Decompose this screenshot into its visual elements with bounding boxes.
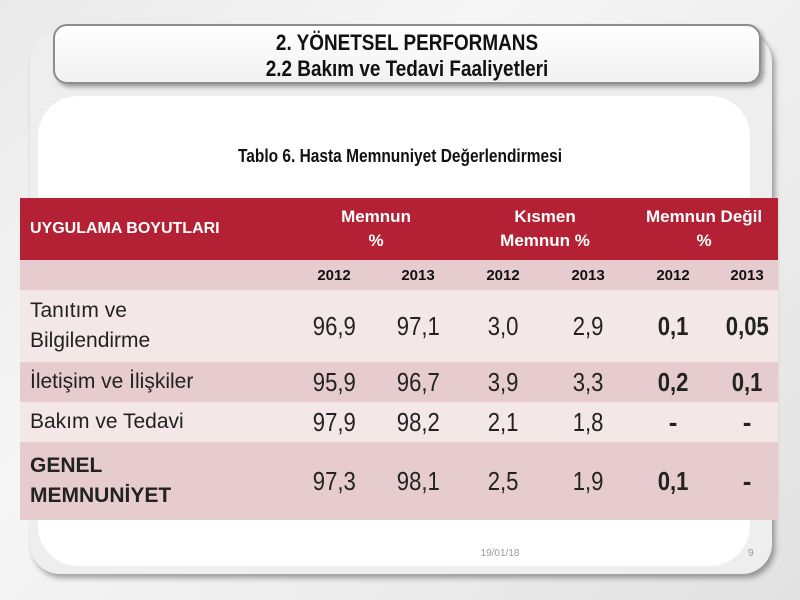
value-cell xyxy=(460,362,546,402)
page-number: 9 xyxy=(748,548,754,559)
value-text: 97,3 xyxy=(312,465,356,496)
table-row xyxy=(20,362,778,402)
value-cell xyxy=(376,402,460,442)
value-text: 2,1 xyxy=(487,406,519,437)
value-text: 2,9 xyxy=(572,310,604,341)
value-cell xyxy=(546,362,630,402)
header-not-satisfied xyxy=(630,198,778,260)
value-text: 3,3 xyxy=(572,366,604,397)
header-partially-satisfied xyxy=(460,198,630,260)
value-text: 2,5 xyxy=(487,465,519,496)
table-caption: Tablo 6. Hasta Memnuniyet Değerlendirmesi xyxy=(237,146,563,166)
value-cell xyxy=(716,290,778,362)
header-not-line1: Memnun Değil xyxy=(645,207,763,226)
value-text: 98,1 xyxy=(396,465,440,496)
value-text: 96,7 xyxy=(396,366,440,397)
slide-title-box xyxy=(53,24,761,84)
value-cell xyxy=(292,442,376,520)
header-not-line2: % xyxy=(696,231,712,250)
year-cell: 2012 xyxy=(630,260,716,290)
year-cell: 2012 xyxy=(292,260,376,290)
value-text: 0,1 xyxy=(657,310,689,341)
value-cell xyxy=(376,290,460,362)
value-cell xyxy=(460,442,546,520)
value-cell xyxy=(292,402,376,442)
row-label-line2: Bilgilendirme xyxy=(30,329,151,352)
header-satisfied xyxy=(292,198,460,260)
header-dimensions: UYGULAMA BOYUTLARI xyxy=(20,198,292,260)
row-label-line2: MEMNUNİYET xyxy=(30,484,172,507)
value-text: 0,1 xyxy=(657,465,689,496)
value-text: 98,2 xyxy=(396,406,440,437)
year-header-blank xyxy=(20,260,292,290)
value-text: 96,9 xyxy=(312,310,356,341)
value-cell: - xyxy=(716,442,778,520)
value-text: 97,9 xyxy=(312,406,356,437)
value-cell: - xyxy=(716,402,778,442)
value-cell xyxy=(546,290,630,362)
value-text: 1,9 xyxy=(572,465,604,496)
value-cell xyxy=(292,362,376,402)
value-cell xyxy=(292,290,376,362)
year-header-row xyxy=(20,260,778,290)
header-partial-line1: Kısmen xyxy=(514,207,576,226)
value-cell xyxy=(376,362,460,402)
value-text: 0,2 xyxy=(657,366,689,397)
table-row xyxy=(20,290,778,362)
value-cell xyxy=(460,402,546,442)
value-text: 1,8 xyxy=(572,406,604,437)
value-text: 0,1 xyxy=(731,366,763,397)
slide-subtitle: 2.2 Bakım ve Tedavi Faaliyetleri xyxy=(265,56,549,81)
year-cell: 2013 xyxy=(546,260,630,290)
row-label-line1: GENEL xyxy=(30,454,103,477)
year-cell: 2013 xyxy=(716,260,778,290)
value-text: 3,9 xyxy=(487,366,519,397)
value-cell xyxy=(630,442,716,520)
footer-date: 19/01/18 xyxy=(480,548,520,559)
value-text: 97,1 xyxy=(396,310,440,341)
header-satisfied-line2: % xyxy=(368,231,384,250)
value-text: 0,05 xyxy=(725,310,769,341)
row-label xyxy=(20,290,292,362)
row-label xyxy=(20,442,292,520)
row-label: Bakım ve Tedavi xyxy=(20,402,292,442)
value-text: 95,9 xyxy=(312,366,356,397)
year-cell: 2012 xyxy=(460,260,546,290)
value-cell xyxy=(546,442,630,520)
value-cell xyxy=(716,362,778,402)
header-satisfied-line1: Memnun xyxy=(341,207,411,226)
value-cell xyxy=(460,290,546,362)
slide-title: 2. YÖNETSEL PERFORMANS xyxy=(275,30,539,55)
satisfaction-table xyxy=(20,198,778,520)
year-cell: 2013 xyxy=(376,260,460,290)
table-header-row xyxy=(20,198,778,260)
value-cell xyxy=(376,442,460,520)
value-cell xyxy=(546,402,630,442)
table-row-total xyxy=(20,442,778,520)
row-label-line1: Tanıtım ve xyxy=(30,299,127,322)
header-partial-line2: Memnun % xyxy=(500,231,590,250)
value-cell xyxy=(630,290,716,362)
value-text: 3,0 xyxy=(487,310,519,341)
value-cell: - xyxy=(630,402,716,442)
row-label: İletişim ve İlişkiler xyxy=(20,362,292,402)
value-cell xyxy=(630,362,716,402)
table-row xyxy=(20,402,778,442)
